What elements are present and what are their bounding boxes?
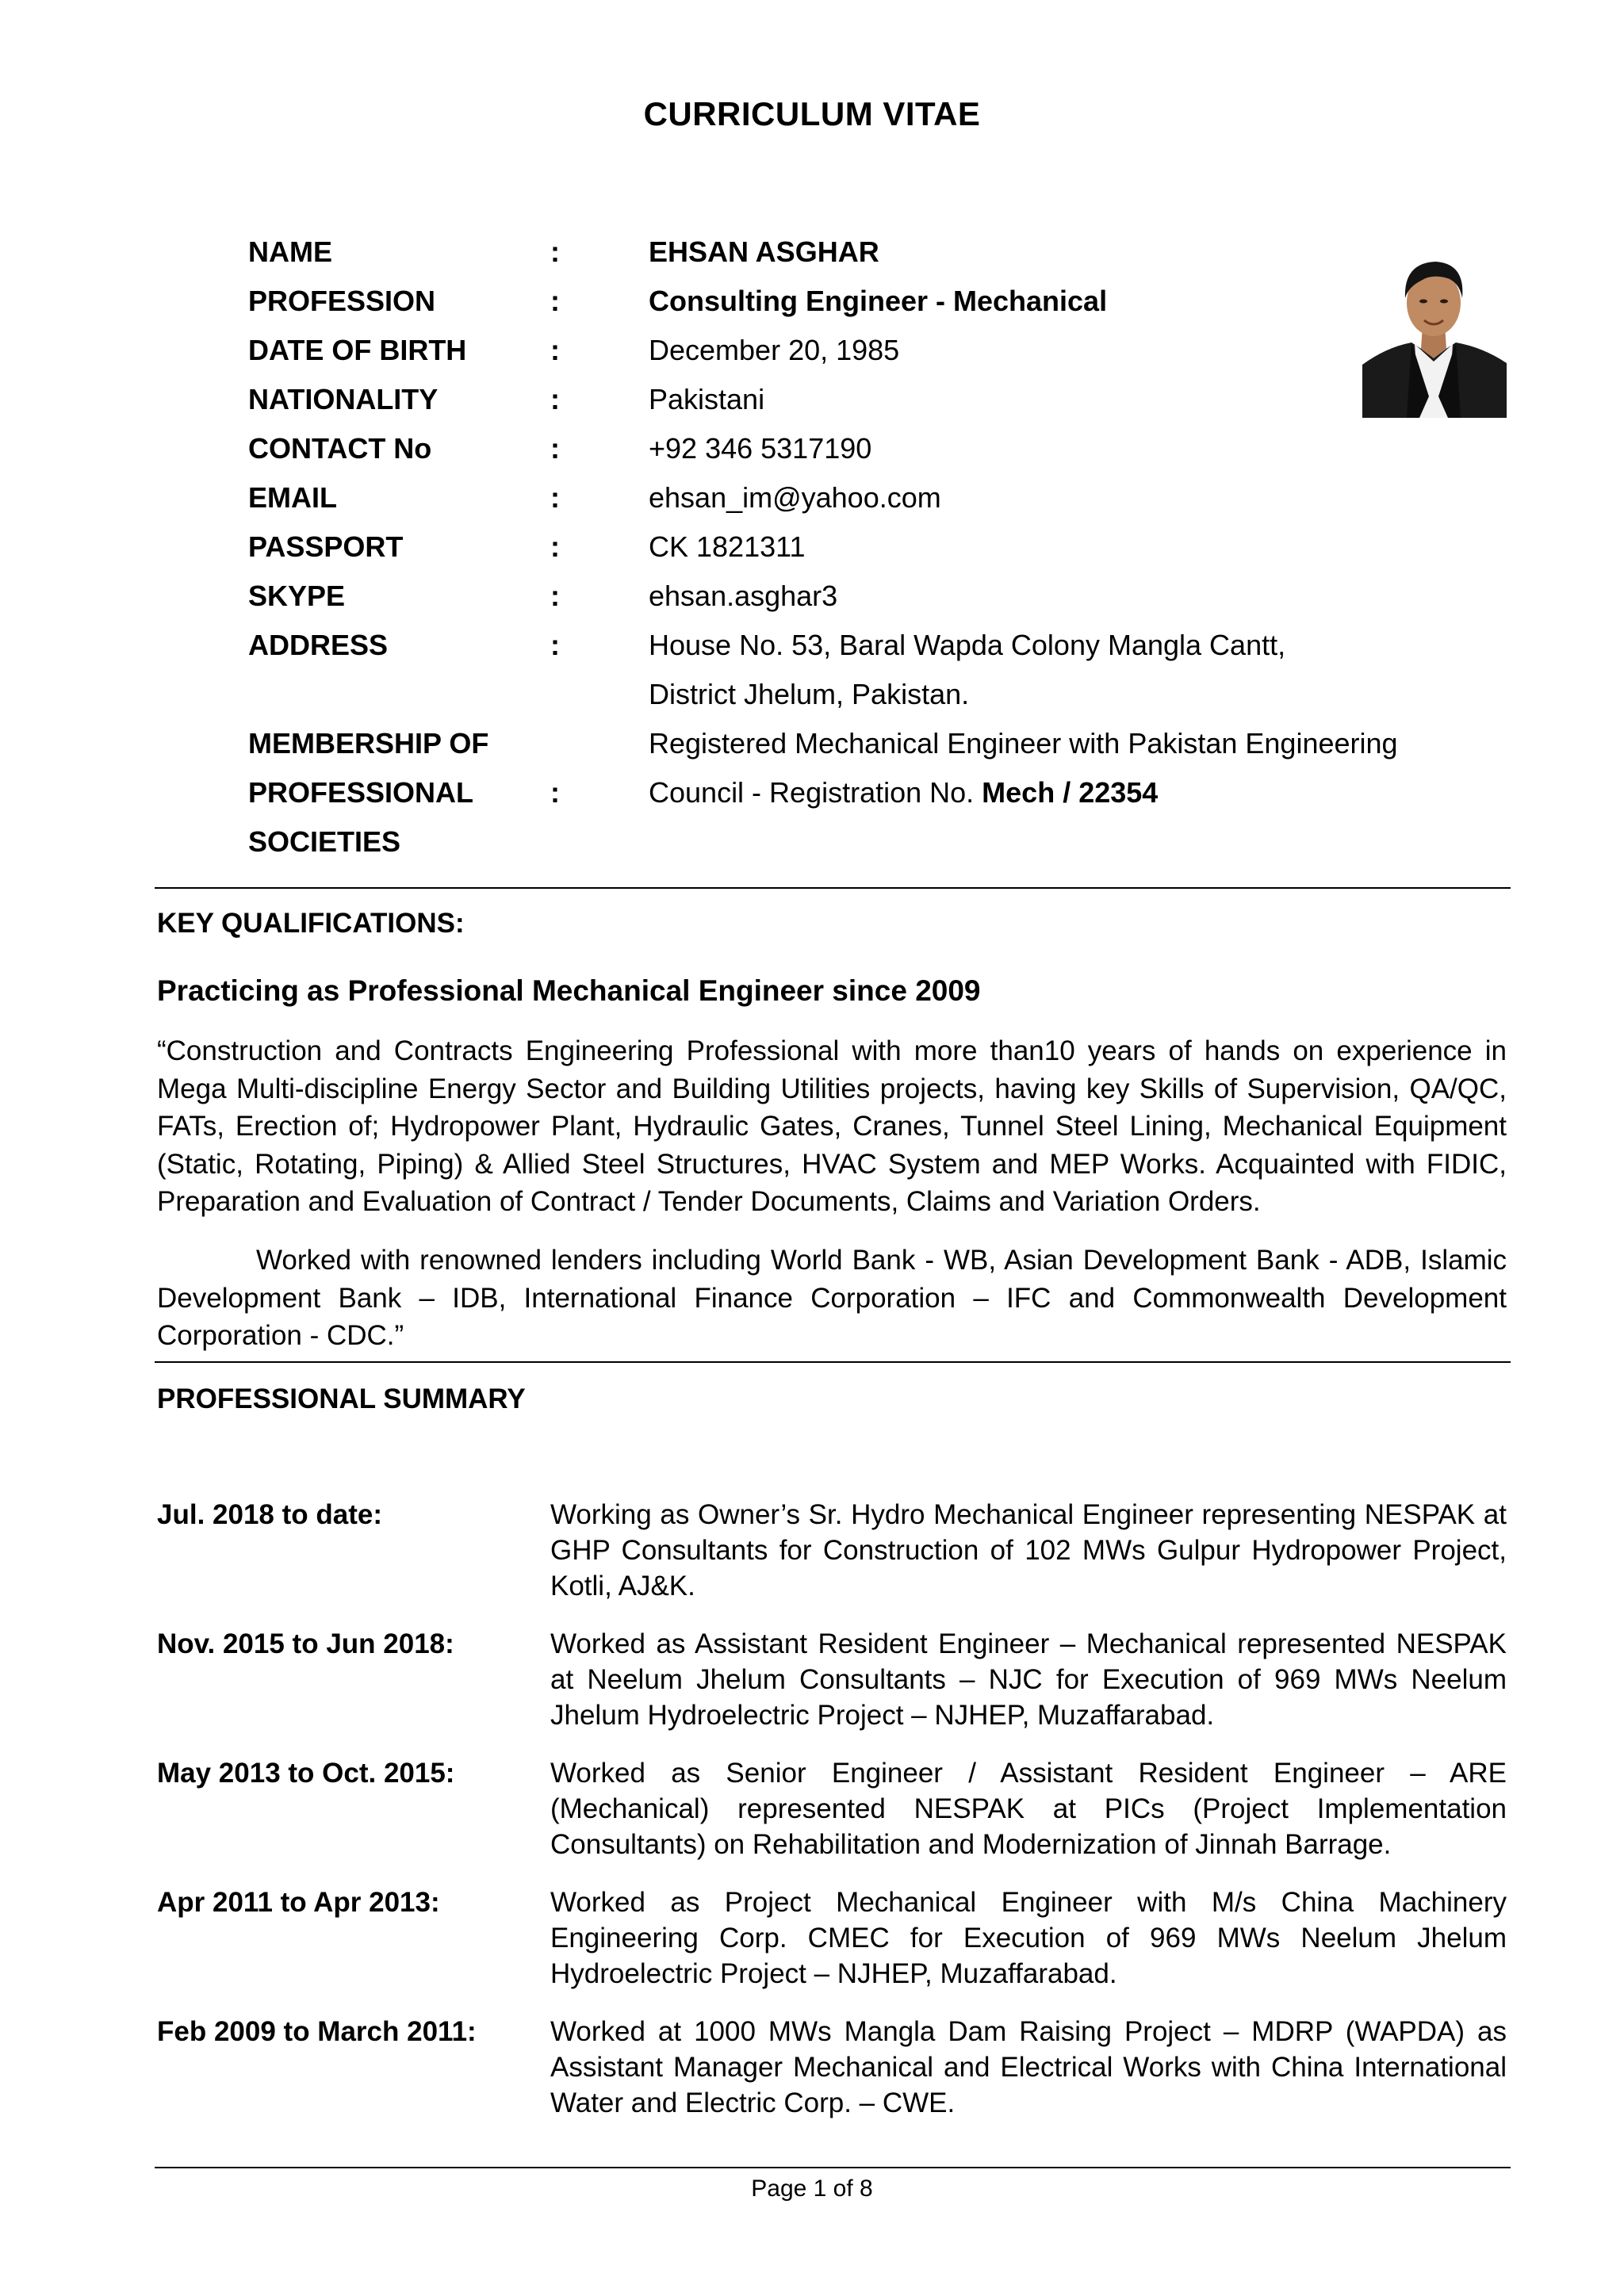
info-row-skype [0,572,1624,621]
info-colon: : [550,481,560,514]
info-colon: : [550,285,560,317]
info-value-address: House No. 53, Baral Wapda Colony Mangla Cantt, [649,629,1286,661]
info-row-membership-2 [0,768,1624,817]
membership-label-line3: SOCIETIES [248,825,401,858]
info-value-contact: +92 346 5317190 [649,432,872,465]
info-label: EMAIL [248,481,337,514]
key-qualifications-subheading: Practicing as Professional Mechanical Engineer since 2009 [157,974,981,1007]
divider-top [155,887,1511,889]
info-row-contact [0,424,1624,473]
info-row-membership-1 [0,719,1624,768]
membership-value-prefix: Council - Registration No. [649,776,982,809]
info-row-address [0,621,1624,670]
profile-photo-illustration [1362,246,1507,418]
info-label: CONTACT No [248,432,432,465]
info-label: ADDRESS [248,629,389,661]
info-colon: : [550,776,560,809]
professional-summary-heading: PROFESSIONAL SUMMARY [157,1383,526,1414]
info-row-email [0,473,1624,522]
membership-value-line1: Registered Mechanical Engineer with Pakistan Engineering [649,727,1398,760]
info-colon: : [550,334,560,366]
info-colon: : [550,629,560,661]
summary-description: Worked as Senior Engineer / Assistant Resident Engineer – ARE (Mechanical) represented NESPAK at PICs (Project Implementation Consultants) on Rehabilitation and Modernization of Jinnah Barrage. [550,1758,1507,1860]
registration-number: Mech / 22354 [982,776,1159,809]
info-colon: : [550,432,560,465]
key-qualifications-paragraph-2: Worked with renowned lenders including World Bank - WB, Asian Development Bank - ADB, Islamic Development Bank – IDB, International Finance Corporation – IFC and Commonwealth Development Corporation - CDC.” [157,1245,1507,1351]
summary-description: Worked as Assistant Resident Engineer – Mechanical represented NESPAK at Neelum Jhelum Consultants – NJC for Execution of 969 MWs Neelum Jhelum Hydroelectric Project – NJHEP, Muzaffarabad. [550,1628,1507,1731]
info-row-membership-3 [0,817,1624,867]
summary-description: Worked as Project Mechanical Engineer with M/s China Machinery Engineering Corp. CMEC for Execution of 969 MWs Neelum Jhelum Hydroelectric Project – NJHEP, Muzaffarabad. [550,1887,1507,1989]
summary-description: Working as Owner’s Sr. Hydro Mechanical Engineer representing NESPAK at GHP Consultants for Construction of 102 MWs Gulpur Hydropower Project, Kotli, AJ&K. [550,1499,1507,1601]
key-qualifications-heading: KEY QUALIFICATIONS: [157,908,465,939]
membership-value-line2 [649,768,1158,817]
info-label: PROFESSION [248,285,436,317]
summary-period: Jul. 2018 to date: [157,1499,382,1530]
page-title: CURRICULUM VITAE [643,95,981,132]
info-value-profession: Consulting Engineer - Mechanical [649,285,1108,317]
summary-period: Nov. 2015 to Jun 2018: [157,1628,454,1659]
info-label: NAME [248,235,332,268]
membership-label-line2: PROFESSIONAL [248,776,474,809]
info-colon: : [550,530,560,563]
membership-label-line1: MEMBERSHIP OF [248,727,489,760]
info-value-skype: ehsan.asghar3 [649,580,838,612]
profile-photo [1362,246,1507,418]
info-value-name: EHSAN ASGHAR [649,235,879,268]
info-label: SKYPE [248,580,346,612]
summary-period: Feb 2009 to March 2011: [157,2016,477,2047]
info-colon: : [550,383,560,415]
key-qualifications-paragraph-1: “Construction and Contracts Engineering Professional with more than10 years of hands on experience in Mega Multi-discipline Energy Sector and Building Utilities projects, having key Skills of Supervision, QA/QC, FATs, Erection of; Hydropower Plant, Hydraulic Gates, Cranes, Tunnel Steel Lining, Mechanical Equipment (Static, Rotating, Piping) & Allied Steel Structures, HVAC System and MEP Works. Acquainted with FIDIC, Preparation and Evaluation of Contract / Tender Documents, Claims and Variation Orders. [157,1035,1507,1217]
summary-period: May 2013 to Oct. 2015: [157,1758,455,1789]
info-label: PASSPORT [248,530,404,563]
info-value-nationality: Pakistani [649,383,765,415]
info-value-address-line2: District Jhelum, Pakistan. [649,678,970,710]
info-value-email: ehsan_im@yahoo.com [649,481,941,514]
info-value-passport: CK 1821311 [649,530,806,563]
info-label: NATIONALITY [248,383,439,415]
info-value-date-of-birth: December 20, 1985 [649,334,900,366]
info-label: DATE OF BIRTH [248,334,467,366]
info-colon: : [550,580,560,612]
info-colon: : [550,235,560,268]
divider-middle [155,1361,1511,1363]
summary-description: Worked at 1000 MWs Mangla Dam Raising Project – MDRP (WAPDA) as Assistant Manager Mechanical and Electrical Works with China International Water and Electric Corp. – CWE. [550,2016,1507,2118]
info-row-address-line2 [0,670,1624,719]
summary-period: Apr 2011 to Apr 2013: [157,1887,440,1918]
divider-footer [155,2167,1511,2168]
page-number: Page 1 of 8 [751,2175,873,2202]
info-row-passport [0,522,1624,572]
